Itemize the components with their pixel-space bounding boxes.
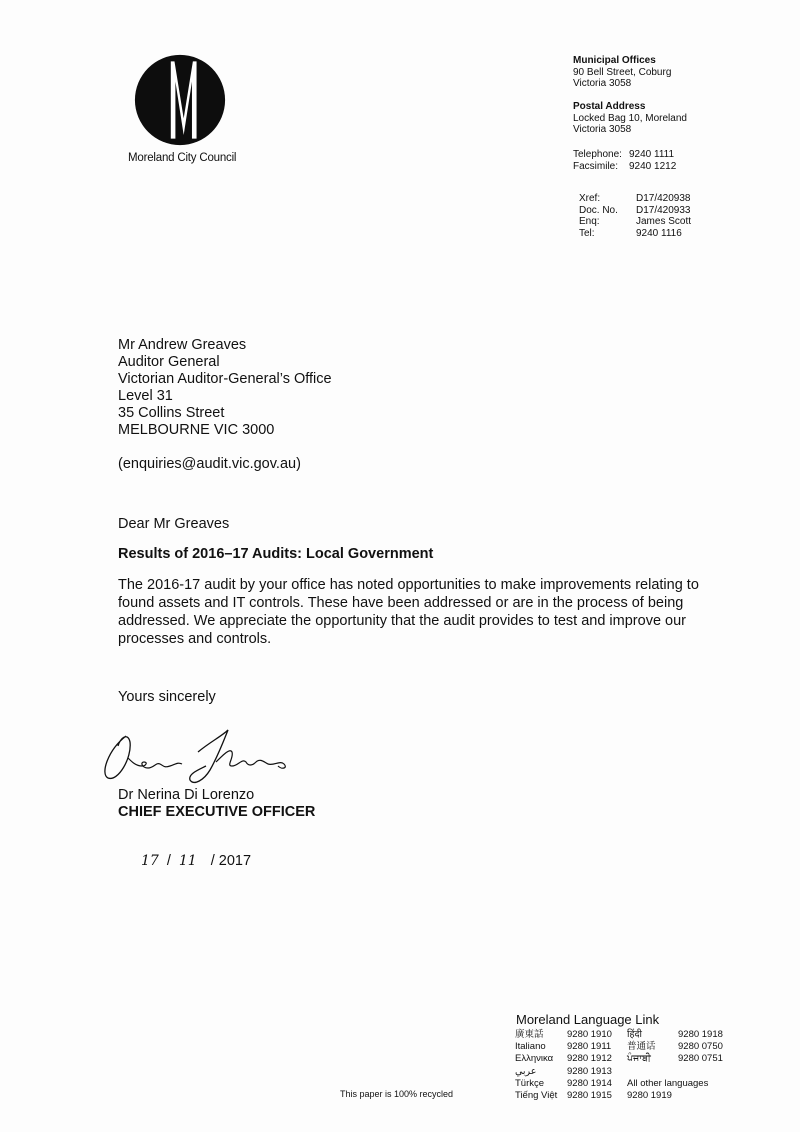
language-number: 9280 1912 — [567, 1053, 612, 1065]
letter-date — [141, 853, 251, 869]
offices-label: Municipal Offices — [573, 55, 656, 66]
body-paragraph — [118, 576, 738, 648]
address-line: 35 Collins Street — [118, 405, 225, 421]
body-line: processes and controls. — [118, 631, 272, 647]
address-line: MELBOURNE VIC 3000 — [118, 422, 275, 438]
postal-address-block — [573, 101, 687, 136]
language-name: 普通话 — [627, 1041, 656, 1053]
postal-line: Victoria 3058 — [573, 124, 632, 135]
offices-line: 90 Bell Street, Coburg — [573, 66, 672, 78]
ref-label: Xref: — [579, 193, 601, 204]
ref-row — [579, 228, 691, 240]
address-line: Level 31 — [118, 388, 173, 404]
reference-block — [579, 193, 691, 239]
language-row — [515, 1053, 728, 1065]
language-name: عربي — [515, 1065, 537, 1077]
address-line: Victorian Auditor-General’s Office — [118, 371, 332, 387]
language-name: Türkçe — [515, 1077, 545, 1089]
language-link-title: Moreland Language Link — [516, 1012, 660, 1027]
subject-line: Results of 2016–17 Audits: Local Government — [118, 546, 434, 562]
language-number: 9280 1914 — [567, 1077, 612, 1089]
language-name: Italiano — [515, 1041, 546, 1053]
handwritten-signature — [98, 722, 298, 792]
closing: Yours sincerely — [118, 689, 216, 705]
ref-label: Enq: — [579, 216, 600, 227]
date-separator: / — [166, 853, 171, 869]
ref-row — [579, 205, 691, 217]
ref-label: Tel: — [579, 227, 595, 239]
ref-value: D17/420933 — [636, 204, 691, 216]
language-name: Tiếng Việt — [515, 1090, 558, 1102]
recipient-address — [118, 337, 332, 439]
language-number: 9280 1915 — [567, 1090, 612, 1102]
address-line: Mr Andrew Greaves — [118, 337, 247, 353]
signer-title: CHIEF EXECUTIVE OFFICER — [118, 804, 316, 820]
body-line: addressed. We appreciate the opportunity that the audit provides to test and improve our — [118, 613, 686, 629]
telephone-label: Telephone: — [573, 149, 622, 160]
language-row — [515, 1029, 728, 1041]
telephone-row — [573, 149, 676, 161]
language-number: 9280 1913 — [567, 1065, 612, 1077]
ref-row — [579, 216, 691, 228]
language-name: ਪੰਜਾਬੀ — [627, 1053, 651, 1065]
postal-line: Locked Bag 10, Moreland — [573, 112, 687, 124]
recipient-email: (enquiries@audit.vic.gov.au) — [118, 456, 301, 472]
body-line: found assets and IT controls. These have been addressed or are in the process of being — [118, 595, 684, 611]
postal-label: Postal Address — [573, 101, 646, 112]
language-name: Ελληνικα — [515, 1053, 554, 1065]
language-row — [515, 1078, 728, 1090]
ref-value: James Scott — [636, 216, 692, 227]
language-name: हिंदी — [627, 1029, 643, 1040]
facsimile-row — [573, 161, 676, 173]
municipal-offices-block — [573, 55, 671, 90]
language-row — [515, 1090, 728, 1102]
date-year: / 2017 — [210, 853, 252, 869]
recycled-note: This paper is 100% recycled — [340, 1089, 454, 1099]
moreland-logo-icon — [134, 54, 226, 146]
body-line: The 2016-17 audit by your office has noted opportunities to make improvements relating to — [118, 577, 699, 593]
salutation: Dear Mr Greaves — [118, 516, 230, 532]
facsimile-label: Facsimile: — [573, 160, 619, 172]
ref-label: Doc. No. — [579, 204, 618, 216]
ref-row — [579, 193, 691, 205]
language-number: 9280 1918 — [678, 1029, 723, 1040]
facsimile-value: 9240 1212 — [629, 160, 677, 172]
language-number: 9280 0750 — [678, 1041, 723, 1053]
date-month: 11 — [178, 853, 197, 869]
language-number: 9280 0751 — [678, 1053, 723, 1065]
language-link-table — [515, 1029, 728, 1102]
language-name: 廣東話 — [515, 1029, 544, 1040]
language-row — [515, 1066, 728, 1078]
ref-value: D17/420938 — [636, 193, 691, 204]
ref-value: 9240 1116 — [636, 227, 682, 239]
telephone-value: 9240 1111 — [629, 149, 675, 160]
language-name: All other languages — [627, 1077, 709, 1089]
contact-numbers-block — [573, 149, 676, 172]
logo-caption: Moreland City Council — [128, 152, 237, 164]
address-line: Auditor General — [118, 354, 220, 370]
offices-line: Victoria 3058 — [573, 78, 632, 89]
signer-name: Dr Nerina Di Lorenzo — [118, 787, 255, 803]
language-number: 9280 1910 — [567, 1029, 612, 1040]
language-number: 9280 1911 — [567, 1041, 612, 1053]
language-row — [515, 1041, 728, 1053]
language-number: 9280 1919 — [627, 1090, 672, 1102]
date-day: 17 — [141, 853, 159, 869]
